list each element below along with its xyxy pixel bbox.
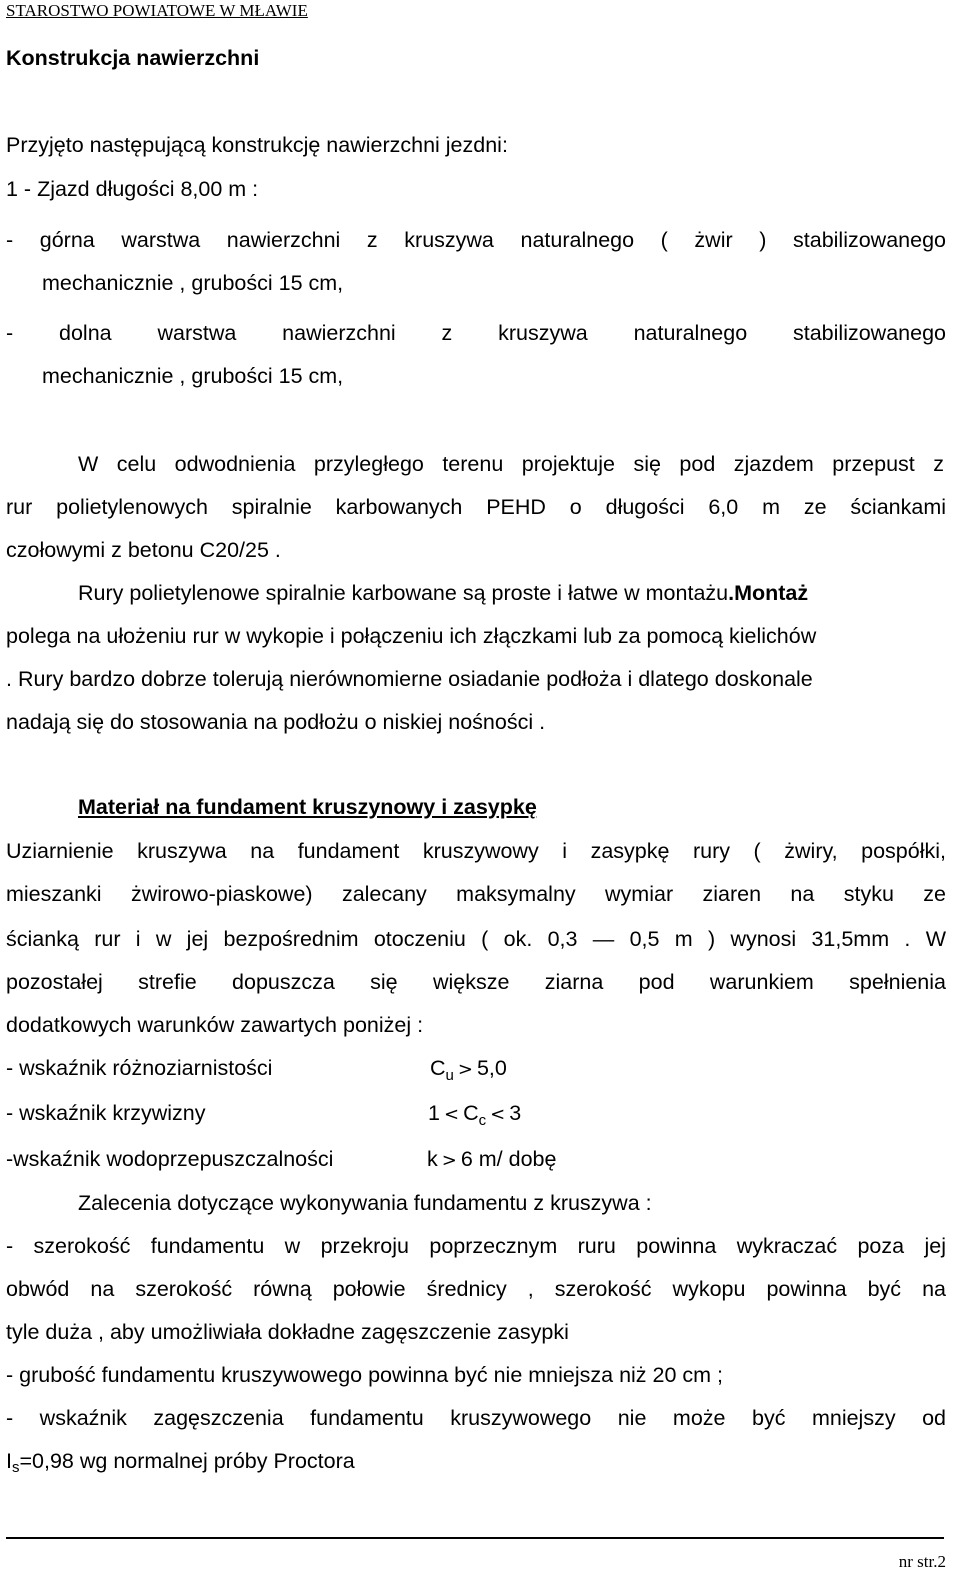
- recommend-line6-subscript: s: [11, 1459, 20, 1476]
- criterion-value: [428, 1100, 521, 1129]
- recommend-line6-symbol: I: [6, 1449, 12, 1473]
- criterion-value: [430, 1055, 507, 1084]
- material-line1: Uziarnienie kruszywa na fundament kruszywowy i zasypkę rury ( żwiry, pospółki,: [6, 839, 946, 863]
- material-line3: ścianką rur i w jej bezpośrednim otoczeniu ( ok. 0,3 — 0,5 m ) wynosi 31,5mm . W: [6, 927, 946, 951]
- criterion-value: [427, 1146, 556, 1174]
- recommend-line1: - szerokość fundamentu w przekroju poprzecznym ruru powinna wykraczać poza jej: [6, 1234, 946, 1258]
- recommend-heading: Zalecenia dotyczące wykonywania fundamentu z kruszywa :: [78, 1191, 652, 1215]
- material-heading: Materiał na fundament kruszynowy i zasypkę: [78, 795, 537, 819]
- material-line4: pozostałej strefie dopuszcza się większe ziarna pod warunkiem spełnienia: [6, 970, 946, 994]
- section-title: Konstrukcja nawierzchni: [6, 46, 260, 70]
- drainage-line5: polega na ułożeniu rur w wykopie i połączeniu ich złączkami lub za pomocą kielichów: [6, 624, 817, 648]
- layer-bottom-line2: mechanicznie , grubości 15 cm,: [42, 364, 344, 388]
- drainage-line7: nadają się do stosowania na podłożu o niskiej nośności .: [6, 710, 546, 734]
- drainage-line4: [78, 580, 808, 606]
- criterion-symbol: C: [463, 1101, 479, 1125]
- drainage-line2: rur polietylenowych spiralnie karbowanych PEHD o długości 6,0 m ze ściankami: [6, 495, 946, 519]
- drainage-line1: W celu odwodnienia przyległego terenu projektuje się pod zjazdem przepust z: [78, 452, 944, 476]
- criterion-operator: <: [443, 1104, 460, 1125]
- recommend-line2: obwód na szerokość równą połowie średnicy , szerokość wykopu powinna być na: [6, 1277, 946, 1301]
- recommend-line6-text: =0,98 wg normalnej próby Proctora: [19, 1449, 355, 1473]
- page-number: nr str.2: [898, 1552, 946, 1571]
- item-1: 1 - Zjazd długości 8,00 m :: [6, 177, 259, 201]
- criterion-subscript: c: [478, 1112, 487, 1129]
- material-line2: mieszanki żwirowo-piaskowe) zalecany maksymalny wymiar ziaren na styku ze: [6, 882, 946, 906]
- criterion-subscript: u: [445, 1067, 454, 1084]
- page-header: STAROSTWO POWIATOWE W MŁAWIE: [6, 1, 308, 20]
- layer-top-line1: - górna warstwa nawierzchni z kruszywa naturalnego ( żwir ) stabilizowanego: [6, 228, 946, 252]
- criterion-label: - wskaźnik różnoziarnistości: [6, 1056, 273, 1080]
- drainage-line3: czołowymi z betonu C20/25 .: [6, 538, 281, 562]
- criterion-lead: 1: [428, 1101, 440, 1125]
- layer-top-line2: mechanicznie , grubości 15 cm,: [42, 271, 344, 295]
- layer-bottom-line1: - dolna warstwa nawierzchni z kruszywa naturalnego stabilizowanego: [6, 321, 946, 345]
- footer-divider: [6, 1537, 944, 1539]
- drainage-line6: . Rury bardzo dobrze tolerują nierównomierne osiadanie podłoża i dlatego doskonale: [6, 667, 813, 691]
- criterion-symbol: k: [427, 1147, 438, 1171]
- criterion-operator: >: [457, 1059, 473, 1080]
- criterion-operator: <: [490, 1104, 506, 1125]
- recommend-line3: tyle duża , aby umożliwiała dokładne zagęszczenie zasypki: [6, 1320, 569, 1344]
- criterion-label: - wskaźnik krzywizny: [6, 1101, 206, 1125]
- intro-text: Przyjęto następującą konstrukcję nawierzchni jezdni:: [6, 133, 508, 157]
- recommend-line6: [6, 1448, 355, 1477]
- criterion-operator: >: [441, 1150, 457, 1171]
- criterion-symbol: C: [430, 1056, 446, 1080]
- criterion-threshold: 3: [509, 1101, 522, 1125]
- criterion-threshold: 5,0: [476, 1056, 507, 1080]
- material-line5: dodatkowych warunków zawartych poniżej :: [6, 1013, 424, 1037]
- criterion-threshold: 6 m/ dobę: [460, 1147, 557, 1171]
- criterion-label: -wskaźnik wodoprzepuszczalności: [6, 1147, 334, 1171]
- drainage-line4-bold: .Montaż: [728, 581, 809, 605]
- drainage-line4-text: Rury polietylenowe spiralnie karbowane są proste i łatwe w montażu: [78, 581, 729, 605]
- recommend-line5: - wskaźnik zagęszczenia fundamentu kruszywowego nie może być mniejszy od: [6, 1406, 946, 1430]
- recommend-line4: - grubość fundamentu kruszywowego powinna być nie mniejsza niż 20 cm ;: [6, 1363, 724, 1387]
